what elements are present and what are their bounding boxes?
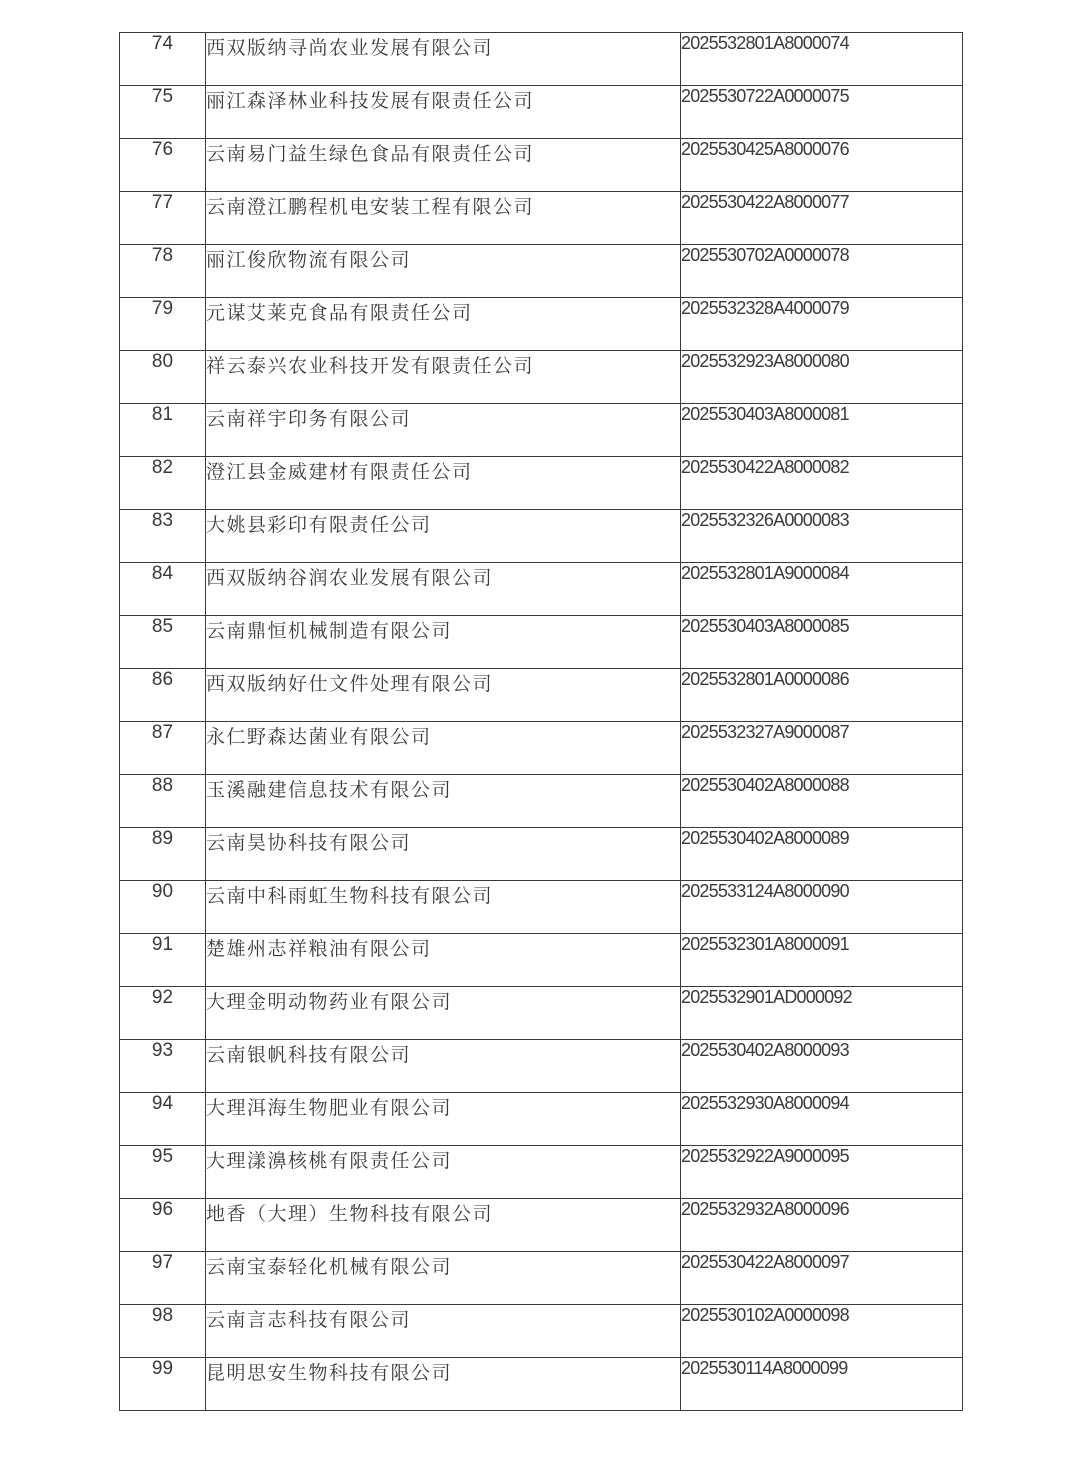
company-name-cell: 永仁野森达菌业有限公司 xyxy=(206,722,681,775)
row-number-cell: 96 xyxy=(120,1199,206,1252)
table-row xyxy=(120,1199,963,1252)
company-name-cell: 云南言志科技有限公司 xyxy=(206,1305,681,1358)
company-name-cell: 大理金明动物药业有限公司 xyxy=(206,987,681,1040)
row-number-cell: 95 xyxy=(120,1146,206,1199)
registration-code-cell: 2025532923A8000080 xyxy=(681,351,963,404)
table-row xyxy=(120,563,963,616)
table-row xyxy=(120,245,963,298)
table-row xyxy=(120,1093,963,1146)
table-row xyxy=(120,987,963,1040)
row-number-cell: 81 xyxy=(120,404,206,457)
company-name-cell: 楚雄州志祥粮油有限公司 xyxy=(206,934,681,987)
registration-code-cell: 2025532301A8000091 xyxy=(681,934,963,987)
registration-code-cell: 2025530722A0000075 xyxy=(681,86,963,139)
table-row xyxy=(120,828,963,881)
table-row xyxy=(120,616,963,669)
table-row xyxy=(120,1040,963,1093)
company-name-cell: 云南银帆科技有限公司 xyxy=(206,1040,681,1093)
table-row xyxy=(120,775,963,828)
row-number-cell: 90 xyxy=(120,881,206,934)
table-row xyxy=(120,881,963,934)
company-name-cell: 西双版纳寻尚农业发展有限公司 xyxy=(206,33,681,86)
table-row xyxy=(120,934,963,987)
registration-code-cell: 2025532801A0000086 xyxy=(681,669,963,722)
company-name-cell: 丽江森泽林业科技发展有限责任公司 xyxy=(206,86,681,139)
company-name-cell: 祥云泰兴农业科技开发有限责任公司 xyxy=(206,351,681,404)
registration-code-cell: 2025533124A8000090 xyxy=(681,881,963,934)
row-number-cell: 84 xyxy=(120,563,206,616)
registration-code-cell: 2025532801A9000084 xyxy=(681,563,963,616)
registration-code-cell: 2025530402A8000089 xyxy=(681,828,963,881)
row-number-cell: 78 xyxy=(120,245,206,298)
company-list-table xyxy=(119,32,963,1411)
company-name-cell: 云南祥宇印务有限公司 xyxy=(206,404,681,457)
table-row xyxy=(120,33,963,86)
company-name-cell: 云南澄江鹏程机电安装工程有限公司 xyxy=(206,192,681,245)
registration-code-cell: 2025530114A8000099 xyxy=(681,1358,963,1411)
table-row xyxy=(120,457,963,510)
table-row xyxy=(120,722,963,775)
row-number-cell: 93 xyxy=(120,1040,206,1093)
company-name-cell: 云南昊协科技有限公司 xyxy=(206,828,681,881)
table-row xyxy=(120,669,963,722)
registration-code-cell: 2025530422A8000082 xyxy=(681,457,963,510)
registration-code-cell: 2025530403A8000081 xyxy=(681,404,963,457)
registration-code-cell: 2025530402A8000093 xyxy=(681,1040,963,1093)
table-row xyxy=(120,139,963,192)
row-number-cell: 82 xyxy=(120,457,206,510)
registration-code-cell: 2025532930A8000094 xyxy=(681,1093,963,1146)
company-name-cell: 云南中科雨虹生物科技有限公司 xyxy=(206,881,681,934)
company-name-cell: 丽江俊欣物流有限公司 xyxy=(206,245,681,298)
table-row xyxy=(120,1305,963,1358)
company-name-cell: 玉溪融建信息技术有限公司 xyxy=(206,775,681,828)
row-number-cell: 85 xyxy=(120,616,206,669)
row-number-cell: 74 xyxy=(120,33,206,86)
registration-code-cell: 2025532901AD000092 xyxy=(681,987,963,1040)
row-number-cell: 88 xyxy=(120,775,206,828)
company-name-cell: 地香（大理）生物科技有限公司 xyxy=(206,1199,681,1252)
company-name-cell: 西双版纳好仕文件处理有限公司 xyxy=(206,669,681,722)
registration-code-cell: 2025532932A8000096 xyxy=(681,1199,963,1252)
table-row xyxy=(120,1358,963,1411)
table-row xyxy=(120,192,963,245)
registration-code-cell: 2025530402A8000088 xyxy=(681,775,963,828)
registration-code-cell: 2025530422A8000097 xyxy=(681,1252,963,1305)
company-name-cell: 大姚县彩印有限责任公司 xyxy=(206,510,681,563)
registration-code-cell: 2025530422A8000077 xyxy=(681,192,963,245)
row-number-cell: 86 xyxy=(120,669,206,722)
table-row xyxy=(120,510,963,563)
registration-code-cell: 2025532327A9000087 xyxy=(681,722,963,775)
registration-code-cell: 2025532801A8000074 xyxy=(681,33,963,86)
registration-code-cell: 2025532328A4000079 xyxy=(681,298,963,351)
company-name-cell: 大理漾濞核桃有限责任公司 xyxy=(206,1146,681,1199)
company-name-cell: 云南宝泰轻化机械有限公司 xyxy=(206,1252,681,1305)
table-body xyxy=(120,33,963,1411)
row-number-cell: 77 xyxy=(120,192,206,245)
registration-code-cell: 2025530425A8000076 xyxy=(681,139,963,192)
company-name-cell: 西双版纳谷润农业发展有限公司 xyxy=(206,563,681,616)
table-row xyxy=(120,1252,963,1305)
row-number-cell: 98 xyxy=(120,1305,206,1358)
registration-code-cell: 2025532922A9000095 xyxy=(681,1146,963,1199)
row-number-cell: 80 xyxy=(120,351,206,404)
registration-code-cell: 2025530702A0000078 xyxy=(681,245,963,298)
row-number-cell: 75 xyxy=(120,86,206,139)
company-name-cell: 元谋艾莱克食品有限责任公司 xyxy=(206,298,681,351)
row-number-cell: 91 xyxy=(120,934,206,987)
company-name-cell: 云南鼎恒机械制造有限公司 xyxy=(206,616,681,669)
registration-code-cell: 2025530403A8000085 xyxy=(681,616,963,669)
registration-code-cell: 2025532326A0000083 xyxy=(681,510,963,563)
table-row xyxy=(120,404,963,457)
table-row xyxy=(120,298,963,351)
company-name-cell: 昆明思安生物科技有限公司 xyxy=(206,1358,681,1411)
row-number-cell: 79 xyxy=(120,298,206,351)
registration-code-cell: 2025530102A0000098 xyxy=(681,1305,963,1358)
row-number-cell: 99 xyxy=(120,1358,206,1411)
table-row xyxy=(120,86,963,139)
row-number-cell: 92 xyxy=(120,987,206,1040)
row-number-cell: 83 xyxy=(120,510,206,563)
row-number-cell: 97 xyxy=(120,1252,206,1305)
row-number-cell: 76 xyxy=(120,139,206,192)
row-number-cell: 87 xyxy=(120,722,206,775)
table-row xyxy=(120,351,963,404)
company-name-cell: 云南易门益生绿色食品有限责任公司 xyxy=(206,139,681,192)
company-name-cell: 澄江县金威建材有限责任公司 xyxy=(206,457,681,510)
company-name-cell: 大理洱海生物肥业有限公司 xyxy=(206,1093,681,1146)
row-number-cell: 89 xyxy=(120,828,206,881)
table-row xyxy=(120,1146,963,1199)
row-number-cell: 94 xyxy=(120,1093,206,1146)
